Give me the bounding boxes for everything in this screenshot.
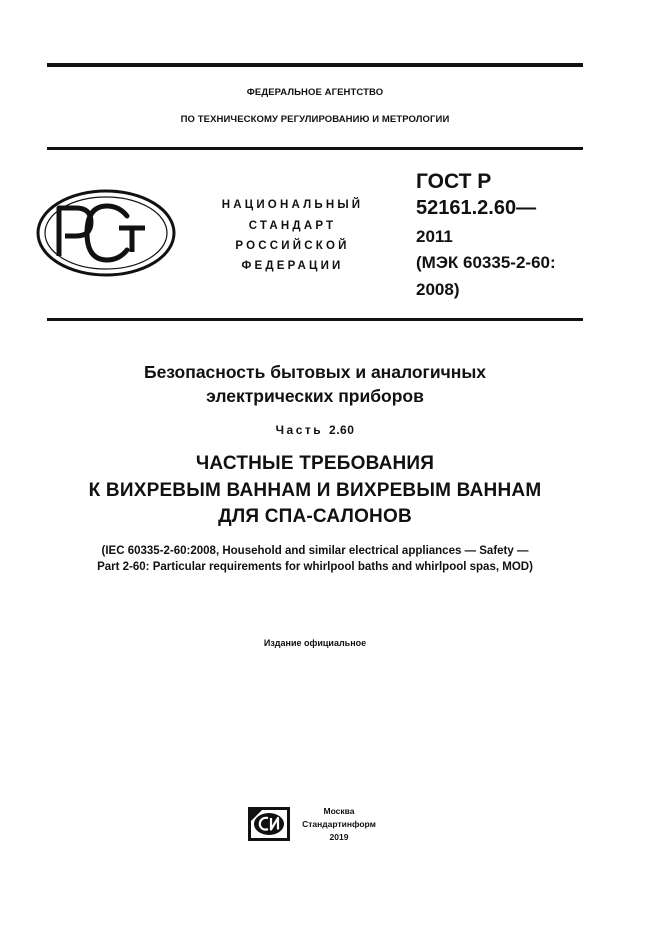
top-rule (47, 63, 583, 67)
document-title-line2: электрических приборов (206, 386, 424, 406)
standard-label-line4: ФЕДЕРАЦИИ (241, 260, 344, 272)
edition-note: Издание официальное (263, 638, 367, 648)
document-title-line1: Безопасность бытовых и аналогичных (143, 362, 487, 382)
iec-reference-line2: Part 2-60: Particular requirements for whirlpool baths and whirlpool spas, MOD) (97, 561, 533, 573)
part-value: 2.60 (329, 423, 355, 437)
standard-label-line3: РОССИЙСКОЙ (235, 240, 350, 252)
agency-name-line2: ПО ТЕХНИЧЕСКОМУ РЕГУЛИРОВАНИЮ И МЕТРОЛОГИИ (180, 114, 450, 125)
iec-designation: (МЭК 60335-2-60: (416, 253, 556, 272)
part-number (30, 423, 600, 437)
standard-label-line2: СТАНДАРТ (248, 220, 337, 232)
gost-designation: ГОСТ Р (416, 170, 492, 193)
iec-year: 2008) (416, 280, 460, 299)
standartinform-logo-icon (248, 807, 290, 841)
publisher-name: Стандартинформ (302, 819, 376, 829)
publisher-city: Москва (323, 806, 355, 816)
standard-label-line1: НАЦИОНАЛЬНЫЙ (221, 199, 364, 211)
subtitle-line3: ДЛЯ СПА-САЛОНОВ (218, 506, 412, 527)
iec-reference-line1: (IEC 60335-2-60:2008, Household and similar electrical appliances — Safety — (101, 545, 529, 557)
gost-number: 52161.2.60— (416, 197, 537, 219)
rst-certification-emblem-icon (35, 188, 177, 278)
part-label: Часть (275, 423, 324, 437)
agency-name-line1: ФЕДЕРАЛЬНОЕ АГЕНТСТВО (246, 87, 384, 98)
subtitle-line2: К ВИХРЕВЫМ ВАННАМ И ВИХРЕВЫМ ВАННАМ (88, 480, 542, 501)
subtitle-line1: ЧАСТНЫЕ ТРЕБОВАНИЯ (195, 453, 435, 474)
designation-rule (47, 318, 583, 321)
gost-year: 2011 (416, 227, 453, 246)
header-rule (47, 147, 583, 150)
publisher-year: 2019 (329, 832, 349, 842)
